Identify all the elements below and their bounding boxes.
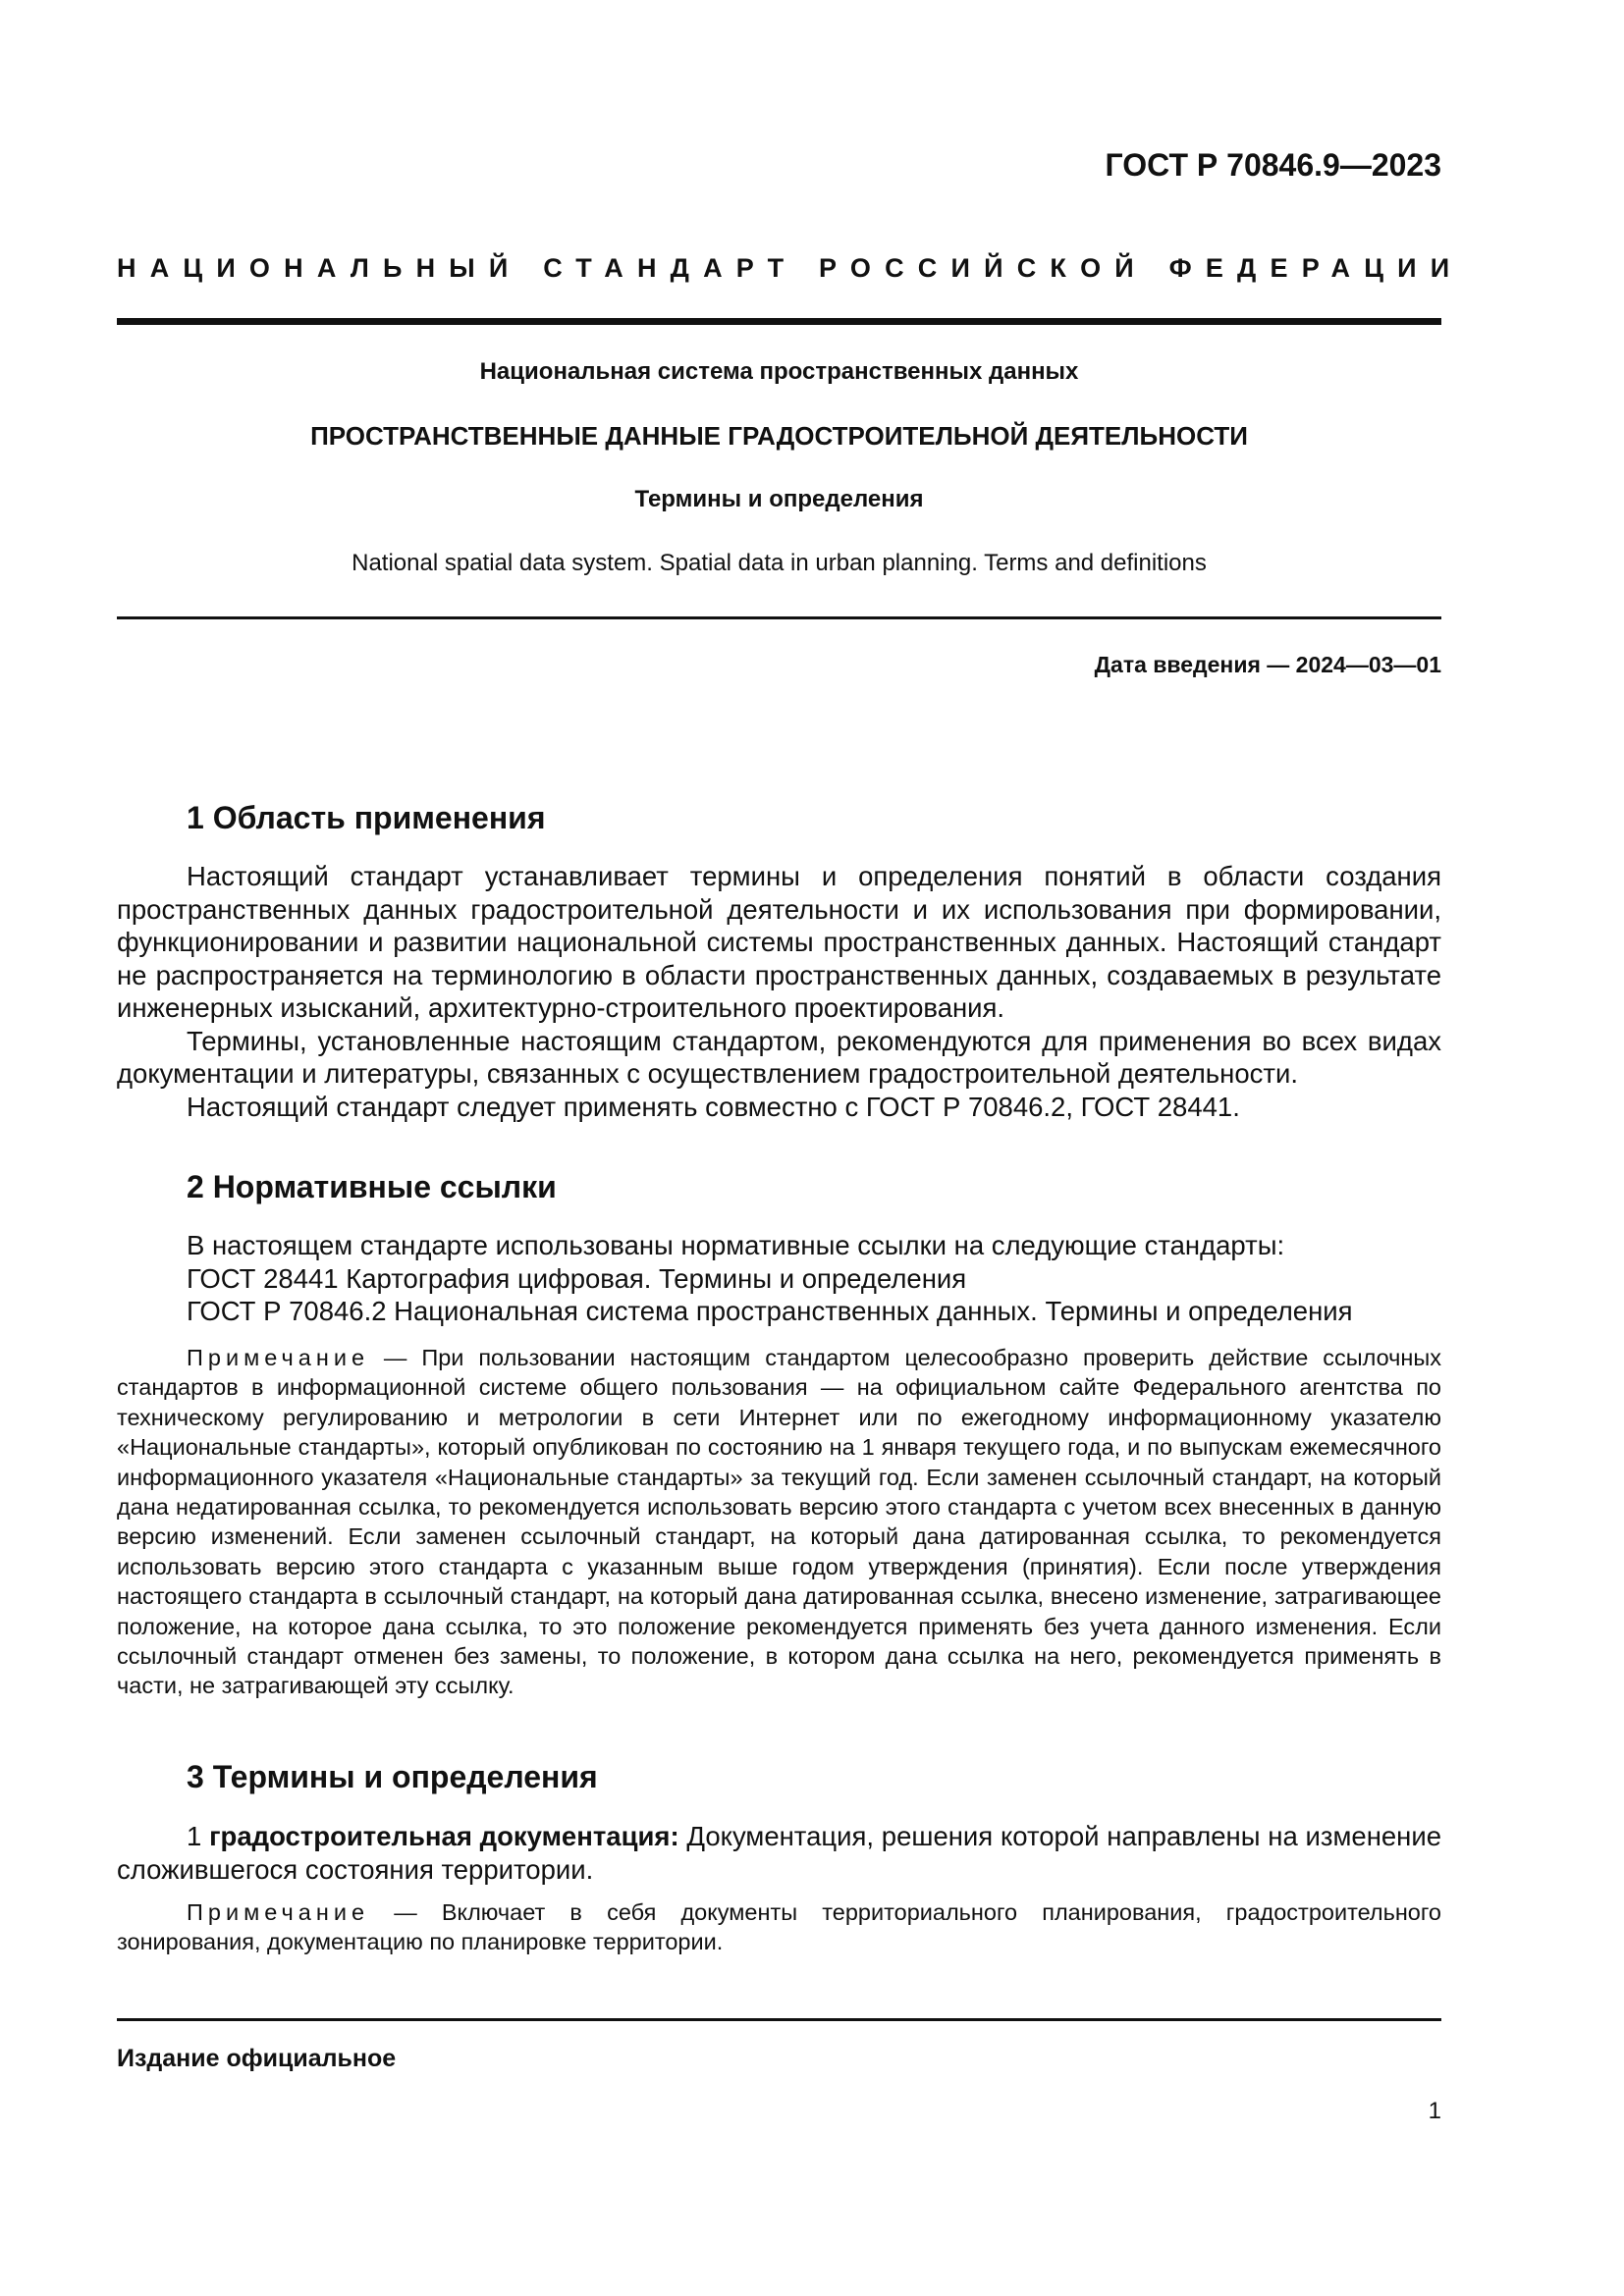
subtitle: Термины и определения xyxy=(634,486,924,512)
title-divider xyxy=(117,616,1441,619)
references-lead: В настоящем стандарте использованы нормативные ссылки на следующие стандарты: xyxy=(187,1230,1285,1260)
official-edition-label: Издание официальное xyxy=(117,2045,397,2072)
term-name: градостроительная документация: xyxy=(209,1821,679,1851)
reference-gost-r-70846-2: ГОСТ Р 70846.2 Национальная система пространственных данных. Термины и определения xyxy=(187,1296,1353,1326)
main-title: ПРОСТРАНСТВЕННЫЕ ДАННЫЕ ГРАДОСТРОИТЕЛЬНОЙ ДЕЯТЕЛЬНОСТИ xyxy=(310,421,1248,451)
system-title: Национальная система пространственных данных xyxy=(479,358,1079,385)
term-definition: Документация, решения которой направлены на изменение сложившегося состояния территории. xyxy=(117,1821,1442,1885)
section-1-body xyxy=(117,860,1441,1123)
section-1-paragraph-2: Термины, установленные настоящим стандартом, рекомендуются для применения во всех видах документации и литературы, связанных с осуществлением градостроительной деятельности. xyxy=(117,1025,1441,1089)
note-label: Примечание xyxy=(187,1345,370,1370)
header-divider xyxy=(117,318,1441,325)
term-entry xyxy=(117,1820,1441,1886)
reference-gost-28441: ГОСТ 28441 Картография цифровая. Термины и определения xyxy=(187,1262,967,1294)
section-1-paragraph-1: Настоящий стандарт устанавливает термины и определения понятий в области создания пространственных данных градостроительной деятельности и их использования при формировании, функционировании и развитии национальной системы пространственных данных. Настоящий стандарт не распространяется на терминологию в области пространственных данных, создаваемых в результате инженерных изысканий, архитектурно-строительного проектирования. xyxy=(117,861,1441,1023)
note-text: — Включает в себя документы территориального планирования, градостроительного зонирования, документацию по планировке территории. xyxy=(117,1899,1441,1955)
introduction-date: Дата введения — 2024—03—01 xyxy=(1094,652,1441,677)
section-2-note xyxy=(117,1343,1441,1701)
section-1-heading: 1 Область применения xyxy=(187,800,546,835)
english-title: National spatial data system. Spatial data in urban planning. Terms and definitions xyxy=(352,550,1207,576)
section-2-body xyxy=(117,1229,1441,1328)
note-label: Примечание xyxy=(187,1899,370,1925)
document-number: ГОСТ Р 70846.9—2023 xyxy=(1105,147,1441,183)
section-3-note xyxy=(117,1897,1441,1957)
footer-divider xyxy=(117,2018,1441,2021)
page-number: 1 xyxy=(1428,2098,1441,2124)
section-2-heading: 2 Нормативные ссылки xyxy=(187,1169,557,1204)
section-1-paragraph-3: Настоящий стандарт следует применять совместно с ГОСТ Р 70846.2, ГОСТ 28441. xyxy=(187,1091,1240,1122)
term-number: 1 xyxy=(187,1821,202,1851)
national-standard-banner: НАЦИОНАЛЬНЫЙ СТАНДАРТ РОССИЙСКОЙ ФЕДЕРАЦИИ xyxy=(117,253,1464,283)
section-3-heading: 3 Термины и определения xyxy=(187,1759,598,1794)
note-text: — При пользовании настоящим стандартом целесообразно проверить действие ссылочных стандартов в информационной системе общего пользования — на официальном сайте Федерального агентства по техническому регулированию и метрологии в сети Интернет или по ежегодному информационному указателю «Национальные стандарты», который опубликован по состоянию на 1 января текущего года, и по выпускам ежемесячного информационного указателя «Национальные стандарты» за текущий год. Если заменен ссылочный стандарт, на который дана недатированная ссылка, то рекомендуется использовать версию этого стандарта с учетом всех внесенных в данную версию изменений. Если заменен ссылочный стандарт, на который дана датированная ссылка, то рекомендуется использовать версию этого стандарта с указанным выше годом утверждения (принятия). Если после утверждения настоящего стандарта в ссылочный стандарт, на который дана датированная ссылка, внесено изменение, затрагивающее положение, на которое дана ссылка, то это положение рекомендуется применять без учета данного изменения. Если ссылочный стандарт отменен без замены, то положение, в котором дана ссылка на него, рекомендуется применять в части, не затрагивающей эту ссылку. xyxy=(117,1345,1441,1699)
